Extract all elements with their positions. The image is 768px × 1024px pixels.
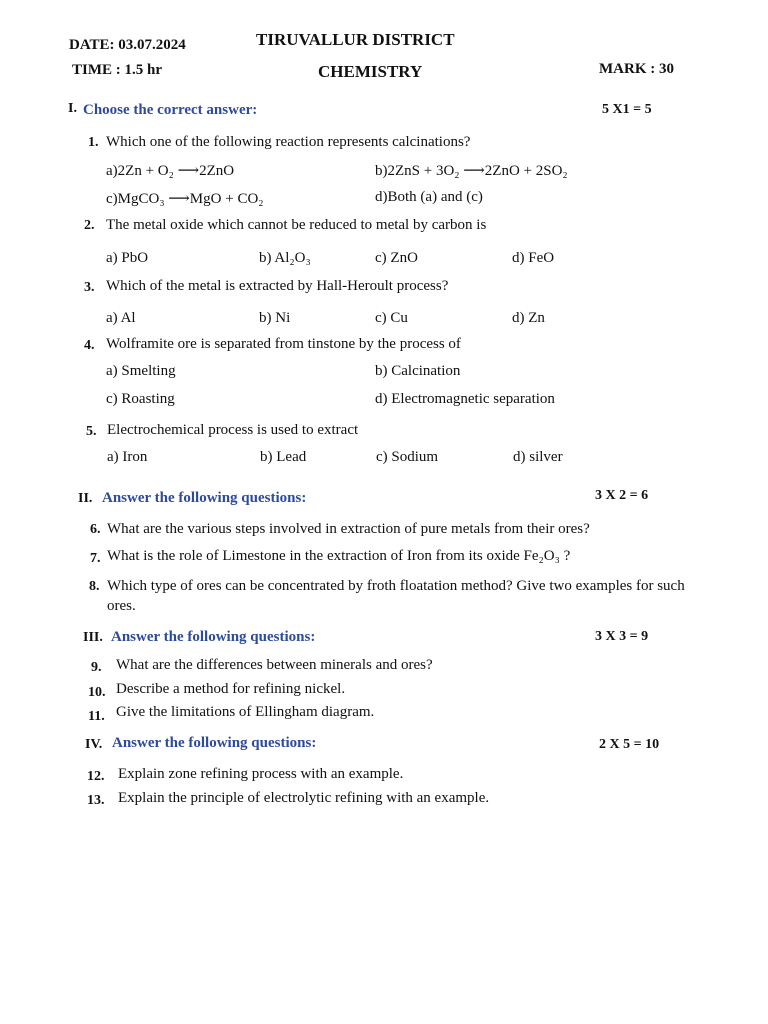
question-text: What are the differences between minerals and ores? xyxy=(116,657,433,673)
subject-title: CHEMISTRY xyxy=(318,62,423,81)
option-d: d) silver xyxy=(513,449,563,465)
option-c: c)MgCO₃ ⟶MgO + CO₂ xyxy=(106,191,264,207)
option-c: c) Cu xyxy=(375,310,408,326)
question-number: 3. xyxy=(84,280,95,295)
option-b: b) Al₂O₃ xyxy=(259,250,311,266)
option-a: a) Smelting xyxy=(106,363,176,379)
question-text: What are the various steps involved in extraction of pure metals from their ores? xyxy=(107,521,590,537)
question-number: 13. xyxy=(87,793,105,808)
question-text: Electrochemical process is used to extract xyxy=(107,422,359,438)
question-text: Which type of ores can be concentrated by froth floatation method? Give two examples for such ores. xyxy=(107,578,685,614)
section-marks: 5 X1 = 5 xyxy=(602,102,652,117)
exam-time: TIME : 1.5 hr xyxy=(72,62,162,78)
section-heading: Answer the following questions: xyxy=(102,490,307,506)
section-number: II. xyxy=(78,491,93,506)
section-marks: 3 X 2 = 6 xyxy=(595,488,649,503)
question-number: 9. xyxy=(91,660,102,675)
question-number: 12. xyxy=(87,769,105,784)
question-text: Which of the metal is extracted by Hall-Heroult process? xyxy=(106,278,449,294)
question-text: The metal oxide which cannot be reduced to metal by carbon is xyxy=(106,217,487,233)
option-d: d) Zn xyxy=(512,310,545,326)
option-c: c) Sodium xyxy=(376,449,439,465)
option-d: d) FeO xyxy=(512,250,555,266)
section-heading: Answer the following questions: xyxy=(111,629,316,645)
question-text: Describe a method for refining nickel. xyxy=(116,681,346,697)
option-d: d)Both (a) and (c) xyxy=(375,189,483,205)
option-d: d) Electromagnetic separation xyxy=(375,391,555,407)
section-heading: Answer the following questions: xyxy=(112,735,317,751)
section-marks: 2 X 5 = 10 xyxy=(599,737,660,752)
option-a: a) Al xyxy=(106,310,136,326)
question-text: Wolframite ore is separated from tinstone by the process of xyxy=(106,336,461,352)
question-text: Explain the principle of electrolytic refining with an example. xyxy=(118,790,490,806)
section-number: IV. xyxy=(85,737,103,752)
question-number: 1. xyxy=(88,135,99,150)
option-c: c) Roasting xyxy=(106,391,175,407)
total-mark: MARK : 30 xyxy=(599,61,674,77)
question-number: 8. xyxy=(89,579,100,594)
exam-date: DATE: 03.07.2024 xyxy=(69,37,186,53)
question-number: 5. xyxy=(86,424,97,439)
question-number: 2. xyxy=(84,218,95,233)
district-title: TIRUVALLUR DISTRICT xyxy=(256,30,455,49)
question-text: Which one of the following reaction represents calcinations? xyxy=(106,134,471,150)
question-number: 7. xyxy=(90,551,101,566)
option-b: b) Calcination xyxy=(375,363,461,379)
section-marks: 3 X 3 = 9 xyxy=(595,629,649,644)
question-text: What is the role of Limestone in the extraction of Iron from its oxide Fe₂O₃ ? xyxy=(107,548,571,564)
question-text: Explain zone refining process with an example. xyxy=(118,766,404,782)
question-number: 6. xyxy=(90,522,101,537)
section-number: III. xyxy=(83,630,103,645)
question-number: 11. xyxy=(88,709,105,724)
question-number: 4. xyxy=(84,338,95,353)
option-a: a)2Zn + O₂ ⟶2ZnO xyxy=(106,163,235,179)
section-number: I. xyxy=(68,101,77,116)
question-text: Give the limitations of Ellingham diagram. xyxy=(116,704,375,720)
option-b: b)2ZnS + 3O₂ ⟶2ZnO + 2SO₂ xyxy=(375,163,568,179)
question-number: 10. xyxy=(88,685,106,700)
option-a: a) PbO xyxy=(106,250,149,266)
section-heading: Choose the correct answer: xyxy=(83,102,258,118)
option-b: b) Lead xyxy=(260,449,307,465)
option-c: c) ZnO xyxy=(375,250,418,266)
option-a: a) Iron xyxy=(107,449,148,465)
option-b: b) Ni xyxy=(259,310,291,326)
